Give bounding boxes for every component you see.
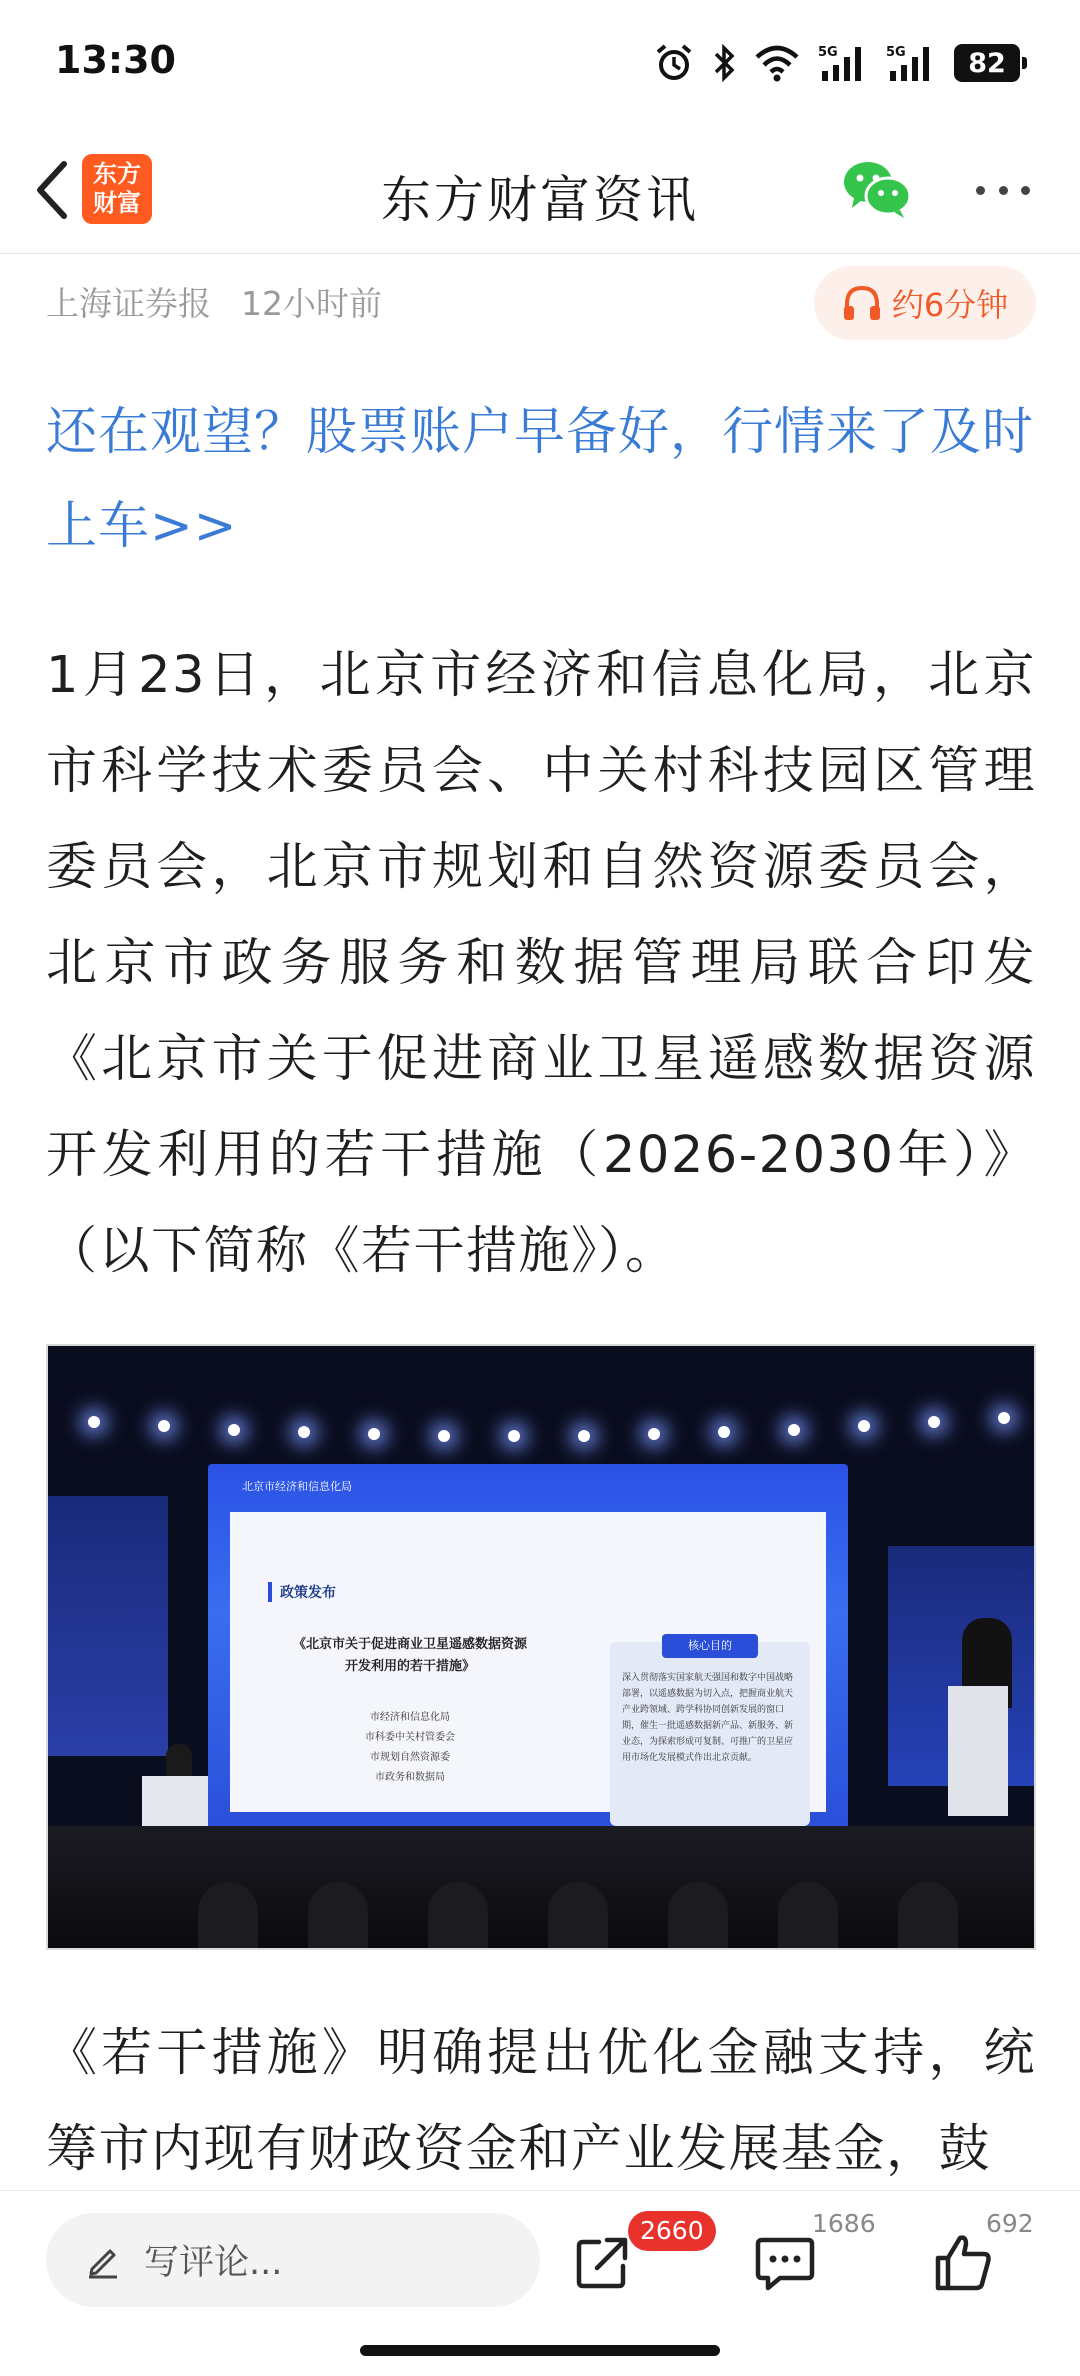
alarm-icon [654,43,694,83]
article-time: 12小时前 [241,284,382,323]
article-meta [46,278,382,325]
slide-box-title: 核心目的 [662,1634,758,1658]
slide-issuer: 市政务和数据局 [375,1772,445,1783]
article-paragraph: 《若干措施》明确提出优化金融支持，统筹市内现有财政资金和产业发展基金，鼓 [46,2024,1036,2179]
home-indicator[interactable] [360,2345,720,2356]
slide-issuer: 市规划自然资源委 [370,1752,450,1763]
thumbs-up-icon [932,2232,994,2292]
logo-line1: 东方 [93,160,141,188]
share-count-badge: 2660 [628,2211,716,2251]
comment-placeholder: 写评论... [144,2243,283,2283]
status-time: 13:30 [55,38,176,82]
slide-box-text: 深入贯彻落实国家航天强国和数字中国战略部署，以遥感数据为切入点，把握商业航天产业跨领域、跨学科协同创新发展的窗口期，催生一批遥感数据新产品、新服务、新业态，为探索形成可复制、可推广的卫星应用市场化发展模式作出北京贡献。 [622,1673,794,1763]
slide [230,1512,826,1812]
wifi-icon [754,44,800,82]
more-dot [976,186,985,195]
slide-issuer: 市科委中关村管委会 [365,1732,455,1743]
listen-button[interactable] [814,266,1036,340]
article-image[interactable] [46,1344,1036,1950]
logo-line2: 财富 [93,189,141,217]
signal-5g-icon [818,43,868,83]
promo-link[interactable]: 还在观望？股票账户早备好，行情来了及时上车>> [46,403,1035,556]
bottom-action-bar [0,2190,1080,2376]
slide-issuer: 市经济和信息化局 [370,1712,450,1723]
page-title: 东方财富资讯 [381,171,699,229]
headphones-icon [842,284,882,322]
more-dot [999,186,1008,195]
presentation-screen [208,1464,848,1836]
slide-section: 政策发布 [268,1582,336,1602]
listen-duration: 约6分钟 [891,286,1009,324]
screen-org: 北京市经济和信息化局 [242,1480,352,1493]
like-count: 692 [986,2209,1034,2238]
share-button[interactable] [568,2227,638,2297]
slide-doc-title: 《北京市关于促进商业卫星遥感数据资源开发利用的若干措施》 [292,1637,527,1674]
comment-input[interactable] [46,2213,540,2307]
slide-core-box [610,1639,810,1826]
svg-text:5G: 5G [886,45,906,60]
more-dot [1021,186,1030,195]
more-options-button[interactable] [968,170,1038,210]
status-icons [654,38,1020,88]
comment-icon [754,2232,816,2292]
slide-issuers [290,1708,530,1788]
svg-text:5G: 5G [818,45,838,60]
signal-5g-icon [886,43,936,83]
comments-button[interactable] [750,2227,820,2297]
stage-lights [48,1406,1036,1456]
share-icon [573,2232,633,2292]
pencil-icon [84,2241,122,2279]
battery-indicator: 82 [954,44,1020,82]
article-source: 上海证券报 [46,284,211,323]
audience-area [48,1826,1036,1950]
side-screen [48,1496,168,1756]
nav-bar [0,126,1080,254]
article-paragraph: 1月23日，北京市经济和信息化局，北京市科学技术委员会、中关村科技园区管理委员会，北京市规划和自然资源委员会，北京市政务服务和数据管理局联合印发《北京市关于促进商业卫星遥感数据资源开发利用的若干措施（2026-2030年）》（以下简称《若干措施》）。 [46,646,1036,1281]
podium [948,1686,1008,1816]
comment-count: 1686 [812,2209,876,2238]
wechat-share-button[interactable] [842,156,912,222]
wechat-icon [842,156,912,222]
bluetooth-icon [712,43,736,83]
status-bar [0,0,1080,126]
